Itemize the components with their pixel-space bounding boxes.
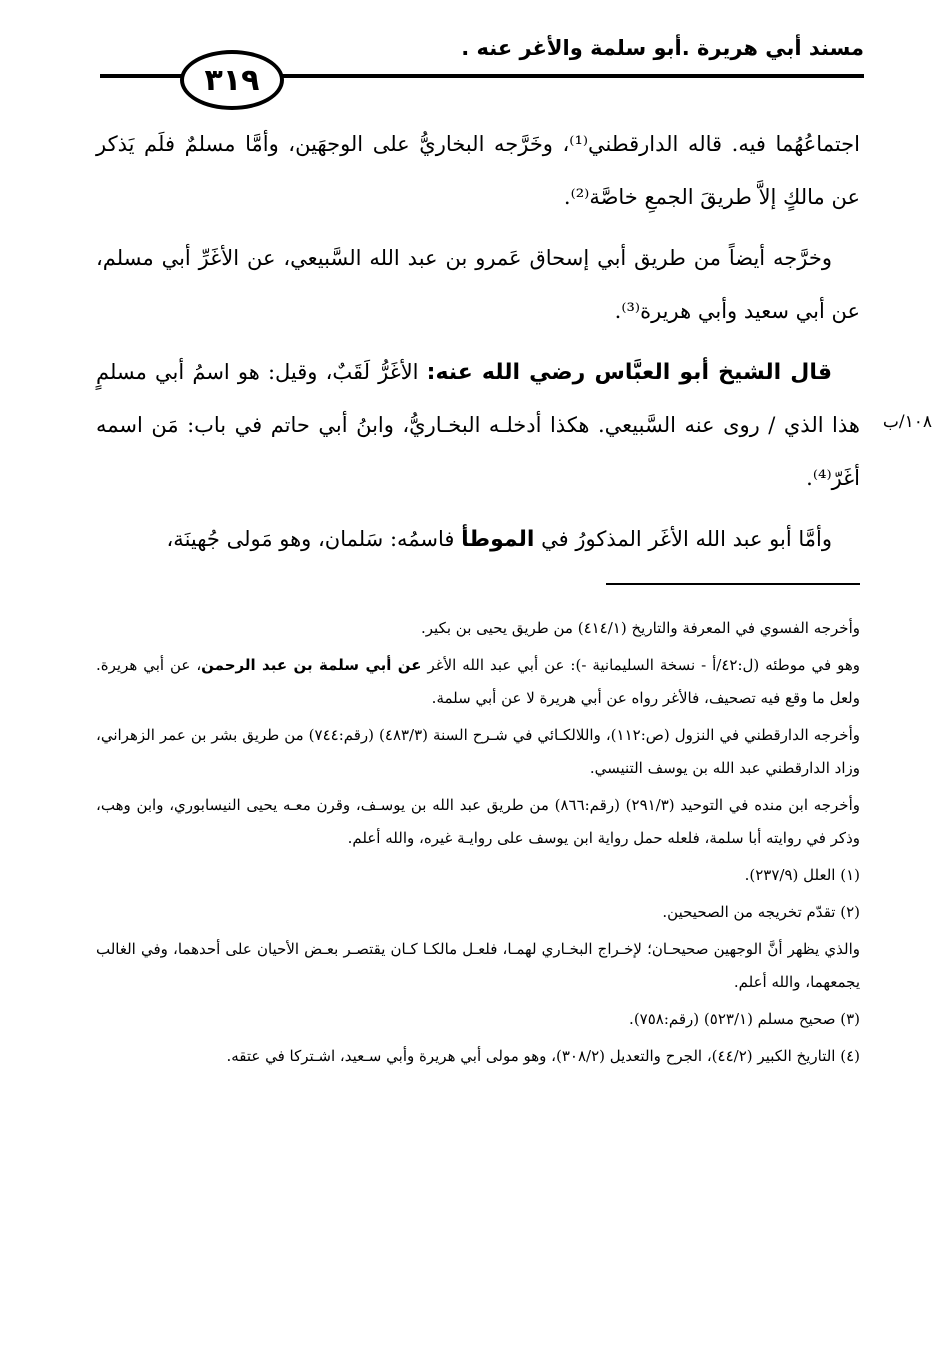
footnote-continuation-3: وأخرجه الدارقطني في النزول (ص:١١٢)، واللالكـائي في شـرح السنة (٤٨٣/٣) (رقم:٧٤٤) من طريق بشر بن عمر الزهراني، وزاد الدارقطني عبد الله بن يوسف التنيسي. bbox=[96, 726, 860, 777]
paragraph-4-text-b: فاسمُه: سَلمان، وهو مَولى جُهينَة، bbox=[166, 527, 462, 551]
footnote-2-continuation: والذي يظهر أنَّ الوجهين صحيحـان؛ لإخـراج البخـاري لهمـا، فلعـل مالكـا كـان يقتصـر بعـض الأحيان على أحدهما، وفي الغالب يجمعهما، والله أعلم. bbox=[96, 940, 860, 991]
paragraph-1: اجتماعُهُما فيه. قاله الدارقطني⁽¹⁾، وخَرَّجه البخاريُّ على الوجهَين، وأمَّا مسلمٌ فلَم يَذكر عن مالكٍ إلاَّ طريقَ الجمعِ خاصَّة⁽²⁾. bbox=[96, 132, 860, 209]
footnote-continuation-4: وأخرجه ابن منده في التوحيد (٢٩١/٣) (رقم:٨٦٦) من طريق عبد الله بن يوسـف، وقرن معـه يحيى النيسابوري، وابن وهب، وذكر في روايته أبا سلمة، فلعله حمل رواية ابن يوسف على روايـة غيره، والله أعلم. bbox=[96, 796, 860, 847]
paragraph-4 bbox=[96, 513, 860, 566]
manuscript-folio-note: ١٠٨/ب bbox=[882, 412, 932, 432]
main-text bbox=[96, 118, 860, 574]
footnotes bbox=[96, 612, 860, 1077]
footnote-continuation-2-b: ، عن أبي هريرة. ولعل ما وقع فيه تصحيف، فالأغر رواه عن أبي هريرة لا عن أبي سلمة. bbox=[96, 656, 860, 707]
footnote-rule bbox=[606, 583, 860, 585]
muwatta-title: الموطأ bbox=[461, 527, 535, 552]
paragraph-2: وخرَّجه أيضاً من طريق أبي إسحاق عَمرو بن عبد الله السَّبيعي، عن الأغَرِّ أبي مسلم، عن أبي سعيد وأبي هريرة⁽³⁾. bbox=[96, 246, 860, 323]
footnote-continuation-2-a: وهو في موطئه (ل:٤٢/أ - نسخة السليمانية -): عن أبي عبد الله الأغر bbox=[421, 656, 861, 674]
footnote-3: (٣) صحيح مسلم (٥٢٣/١) (رقم:٧٥٨). bbox=[629, 1010, 860, 1028]
page-number: ٣١٩ bbox=[180, 50, 284, 110]
paragraph-4-text-a: وأمَّا أبو عبد الله الأغَر المذكورُ في bbox=[534, 527, 832, 551]
footnote-bold-chain: عن أبي سلمة بن عبد الرحمن bbox=[201, 656, 422, 674]
footnote-continuation-2 bbox=[96, 649, 860, 715]
paragraph-3-text: الأغَرُّ لَقَبٌ، وقيل: هو اسمُ أبي مسلمٍ هذا الذي / روى عنه السَّبيعي. هكذا أدخلـه البخـاريُّ، وابنُ أبي حاتم في باب: مَن اسمه أغَرّ⁽⁴⁾. bbox=[96, 360, 860, 490]
running-title: مسند أبي هريرة .أبو سلمة والأغر عنه . bbox=[461, 36, 864, 60]
footnote-1: (١) العلل (٢٣٧/٩). bbox=[744, 866, 860, 884]
footnote-4: (٤) التاريخ الكبير (٤٤/٢)، الجرح والتعديل (٣٠٨/٢)، وهو مولى أبي هريرة وأبي سـعيد، اشـتركا في عتقه. bbox=[226, 1047, 860, 1065]
footnote-2: (٢) تقدّم تخريجه من الصحيحين. bbox=[662, 903, 860, 921]
footnote-continuation-1: وأخرجه الفسوي في المعرفة والتاريخ (٤١٤/١) من طريق يحيى بن بكير. bbox=[421, 619, 860, 637]
paragraph-3 bbox=[96, 346, 860, 505]
author-statement-lead: قال الشيخ أبو العبَّاس رضي الله عنه: bbox=[426, 360, 832, 385]
